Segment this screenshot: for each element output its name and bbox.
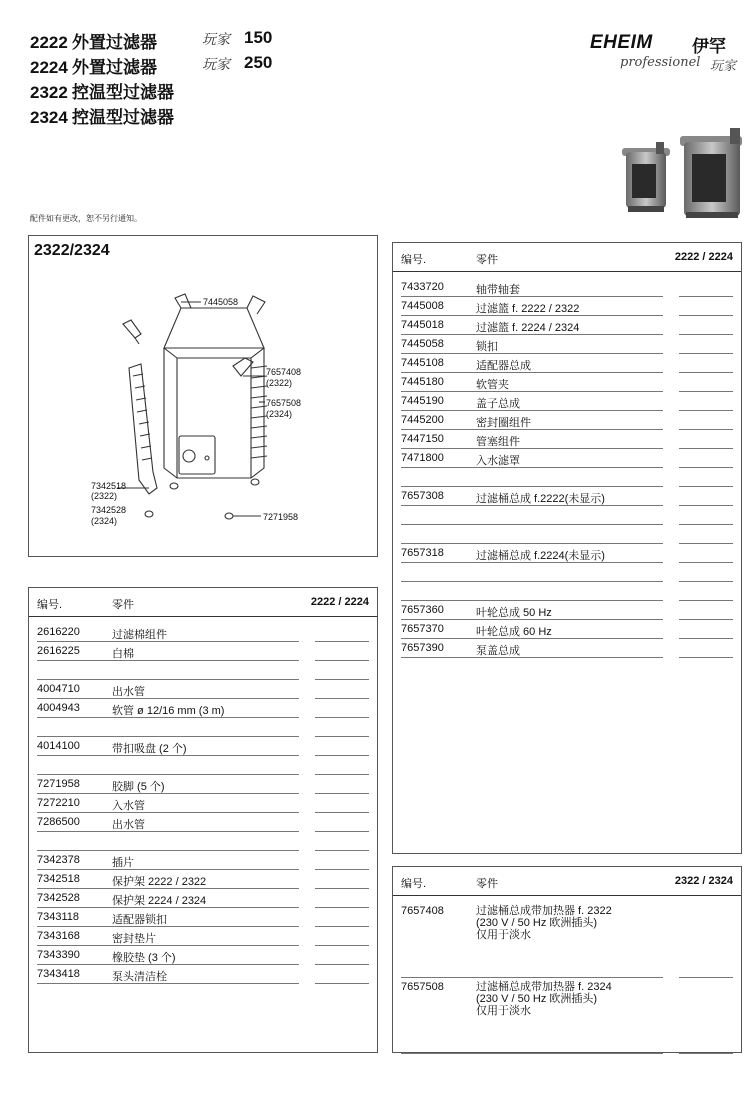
table-row: [393, 392, 741, 411]
diagram-label: (2324): [266, 409, 293, 419]
part-number: 7272210: [37, 797, 80, 809]
table-row: [393, 620, 741, 639]
table-row: [393, 902, 741, 978]
part-description: 入水管: [112, 800, 145, 812]
part-number: 7445018: [401, 319, 444, 331]
parts-table: [29, 588, 377, 984]
diagram-label: 7657508: [266, 398, 302, 408]
part-number: 4004943: [37, 702, 80, 714]
parts-table-left: [28, 587, 378, 1053]
model-size: 150: [244, 28, 273, 47]
part-number: 7286500: [37, 816, 80, 828]
table-row: [393, 544, 741, 563]
exploded-diagram-panel: [28, 235, 378, 557]
part-description: 带扣吸盘 (2 个): [112, 743, 187, 755]
qty-rule: [679, 657, 733, 658]
header-col2: 零件: [476, 878, 498, 890]
table-row: [29, 813, 377, 832]
table-row: [393, 316, 741, 335]
table-row: [29, 623, 377, 642]
header-col1: 编号.: [401, 878, 427, 890]
model-code: 2222: [30, 33, 68, 52]
part-description-line: 过滤桶总成带加热器 f. 2322: [476, 905, 612, 917]
part-number: 7657308: [401, 490, 444, 502]
header-col1: 编号.: [401, 254, 427, 266]
part-description: 插片: [112, 857, 134, 869]
table-header: [393, 243, 741, 266]
part-description: 密封垫片: [112, 933, 156, 945]
part-number: 7343168: [37, 930, 80, 942]
part-description: [476, 981, 612, 1017]
diagram-label: 7657408: [266, 367, 302, 377]
part-description: 盖子总成: [476, 398, 520, 410]
model-name: 外置过滤器: [72, 58, 157, 77]
part-number: 7343118: [37, 911, 80, 923]
table-row: [393, 525, 741, 544]
part-description: 密封圈组件: [476, 417, 531, 429]
model-code: 2224: [30, 58, 68, 77]
header-col2: 零件: [112, 599, 134, 611]
model-code: 2324: [30, 108, 68, 127]
table-row: [29, 851, 377, 870]
table-row: [29, 794, 377, 813]
row-rule: [401, 657, 663, 658]
part-description: 白棉: [112, 648, 134, 660]
header-col2: 零件: [476, 254, 498, 266]
part-number: 7657390: [401, 642, 444, 654]
parts-table-right-top: [392, 242, 742, 854]
part-description: 保护架 2222 / 2322: [112, 876, 207, 888]
part-description: 泵盖总成: [476, 645, 520, 657]
table-row: [393, 430, 741, 449]
row-rule: [401, 1053, 663, 1054]
table-row: [393, 354, 741, 373]
header-col1: 编号.: [37, 599, 63, 611]
part-number: 2616220: [37, 626, 80, 638]
part-description: 管塞组件: [476, 436, 520, 448]
part-description: 轴带轴套: [476, 284, 520, 296]
table-row: [29, 699, 377, 718]
table-row: [393, 582, 741, 601]
table-row: [393, 978, 741, 1054]
model-code: 2322: [30, 83, 68, 102]
brand-sub: professionel: [620, 55, 701, 70]
table-row: [29, 908, 377, 927]
table-row: [393, 297, 741, 316]
table-row: [29, 965, 377, 984]
diagram-label: 7445058: [203, 297, 239, 307]
part-description: 保护架 2224 / 2324: [112, 895, 207, 907]
part-number: 7657360: [401, 604, 444, 616]
part-description: 过滤桶总成 f.2224(未显示): [476, 550, 605, 562]
diagram-label: 7342528: [91, 505, 127, 515]
table-row: [29, 756, 377, 775]
table-row: [29, 737, 377, 756]
part-description: [476, 905, 612, 941]
part-number: 2616225: [37, 645, 80, 657]
part-number: 7342378: [37, 854, 80, 866]
diagram-label: 7271958: [263, 512, 299, 522]
part-description: 叶轮总成 50 Hz: [476, 607, 552, 619]
table-row: [29, 680, 377, 699]
header-col3: 2222 / 2224: [310, 596, 369, 608]
part-description: 过滤棉组件: [112, 629, 167, 641]
part-number: 7342518: [37, 873, 80, 885]
part-description: 软管 ø 12/16 mm (3 m): [112, 705, 225, 717]
model-size: 250: [244, 53, 273, 72]
exploded-diagram: [29, 236, 379, 558]
title-line-4: [30, 103, 174, 128]
part-description: 过滤篮 f. 2222 / 2322: [476, 303, 580, 315]
part-description: 出水管: [112, 686, 145, 698]
part-number: 7657408: [401, 905, 444, 917]
table-header: [29, 588, 377, 611]
part-number: 7657370: [401, 623, 444, 635]
part-number: 7657508: [401, 981, 444, 993]
table-row: [393, 278, 741, 297]
part-description: 软管夹: [476, 379, 509, 391]
model-script: 玩家: [202, 57, 230, 73]
table-row: [393, 601, 741, 620]
header-col3: 2222 / 2224: [674, 251, 733, 263]
title-line-1: [30, 28, 273, 53]
table-row: [393, 335, 741, 354]
row-rule: [37, 983, 299, 984]
part-number: 7445200: [401, 414, 444, 426]
part-number: 7433720: [401, 281, 444, 293]
model-name: 外置过滤器: [72, 33, 157, 52]
part-number: 7271958: [37, 778, 80, 790]
part-description: 橡胶垫 (3 个): [112, 952, 176, 964]
part-description: 过滤桶总成 f.2222(未显示): [476, 493, 605, 505]
part-description: 出水管: [112, 819, 145, 831]
part-number: 7471800: [401, 452, 444, 464]
part-description: 泵头清洁栓: [112, 971, 167, 983]
model-name: 控温型过滤器: [72, 108, 174, 127]
table-row: [29, 832, 377, 851]
part-description: 适配器总成: [476, 360, 531, 372]
product-photo: [618, 128, 748, 220]
brand-logo: [590, 32, 750, 77]
parts-table: [393, 243, 741, 658]
part-description: 叶轮总成 60 Hz: [476, 626, 552, 638]
part-number: 7343390: [37, 949, 80, 961]
model-script: 玩家: [202, 32, 230, 48]
diagram-label: 7342518: [91, 481, 127, 491]
part-number: 4014100: [37, 740, 80, 752]
diagram-label: (2322): [91, 491, 118, 501]
table-row: [393, 373, 741, 392]
diagram-label: (2322): [266, 378, 293, 388]
table-row: [29, 927, 377, 946]
part-description: 适配器锁扣: [112, 914, 167, 926]
part-description: 入水滤罩: [476, 455, 520, 467]
part-description-line: 仅用于淡水: [476, 929, 531, 941]
diagram-label: (2324): [91, 516, 118, 526]
brand-name-cn: 伊罕: [692, 37, 726, 56]
part-description-line: (230 V / 50 Hz 欧洲插头): [476, 917, 598, 929]
brand-name: EHEIM: [590, 32, 653, 53]
part-number: 4004710: [37, 683, 80, 695]
part-number: 7445180: [401, 376, 444, 388]
part-number: 7342528: [37, 892, 80, 904]
header-col3: 2322 / 2324: [674, 875, 733, 887]
part-description: 锁扣: [476, 341, 498, 353]
brand-sub-cn: 玩家: [710, 59, 737, 74]
part-number: 7343418: [37, 968, 80, 980]
table-header: [393, 867, 741, 890]
table-row: [29, 946, 377, 965]
table-row: [393, 449, 741, 468]
product-titles: [30, 28, 273, 128]
diagram-title: 2322/2324: [34, 242, 110, 259]
change-notice: 配件如有更改，恕不另行通知。: [30, 214, 142, 223]
parts-table: [393, 867, 741, 1054]
qty-rule: [679, 1053, 733, 1054]
title-line-3: [30, 78, 174, 103]
part-description-line: (230 V / 50 Hz 欧洲插头): [476, 993, 598, 1005]
table-row: [29, 718, 377, 737]
part-description: 过滤篮 f. 2224 / 2324: [476, 322, 580, 334]
part-description-line: 过滤桶总成带加热器 f. 2324: [476, 981, 612, 993]
table-row: [29, 889, 377, 908]
part-description-line: 仅用于淡水: [476, 1005, 531, 1017]
part-number: 7657318: [401, 547, 444, 559]
table-row: [29, 642, 377, 661]
table-row: [393, 411, 741, 430]
title-line-2: [30, 53, 273, 78]
table-row: [29, 775, 377, 794]
table-row: [29, 870, 377, 889]
part-number: 7445058: [401, 338, 444, 350]
part-number: 7447150: [401, 433, 444, 445]
part-description: 胶脚 (5 个): [112, 781, 165, 793]
table-row: [393, 468, 741, 487]
table-row: [393, 639, 741, 658]
qty-rule: [315, 983, 369, 984]
part-number: 7445008: [401, 300, 444, 312]
table-row: [29, 661, 377, 680]
part-number: 7445108: [401, 357, 444, 369]
model-name: 控温型过滤器: [72, 83, 174, 102]
table-row: [393, 563, 741, 582]
parts-table-right-bottom: [392, 866, 742, 1053]
table-row: [393, 506, 741, 525]
part-number: 7445190: [401, 395, 444, 407]
table-row: [393, 487, 741, 506]
